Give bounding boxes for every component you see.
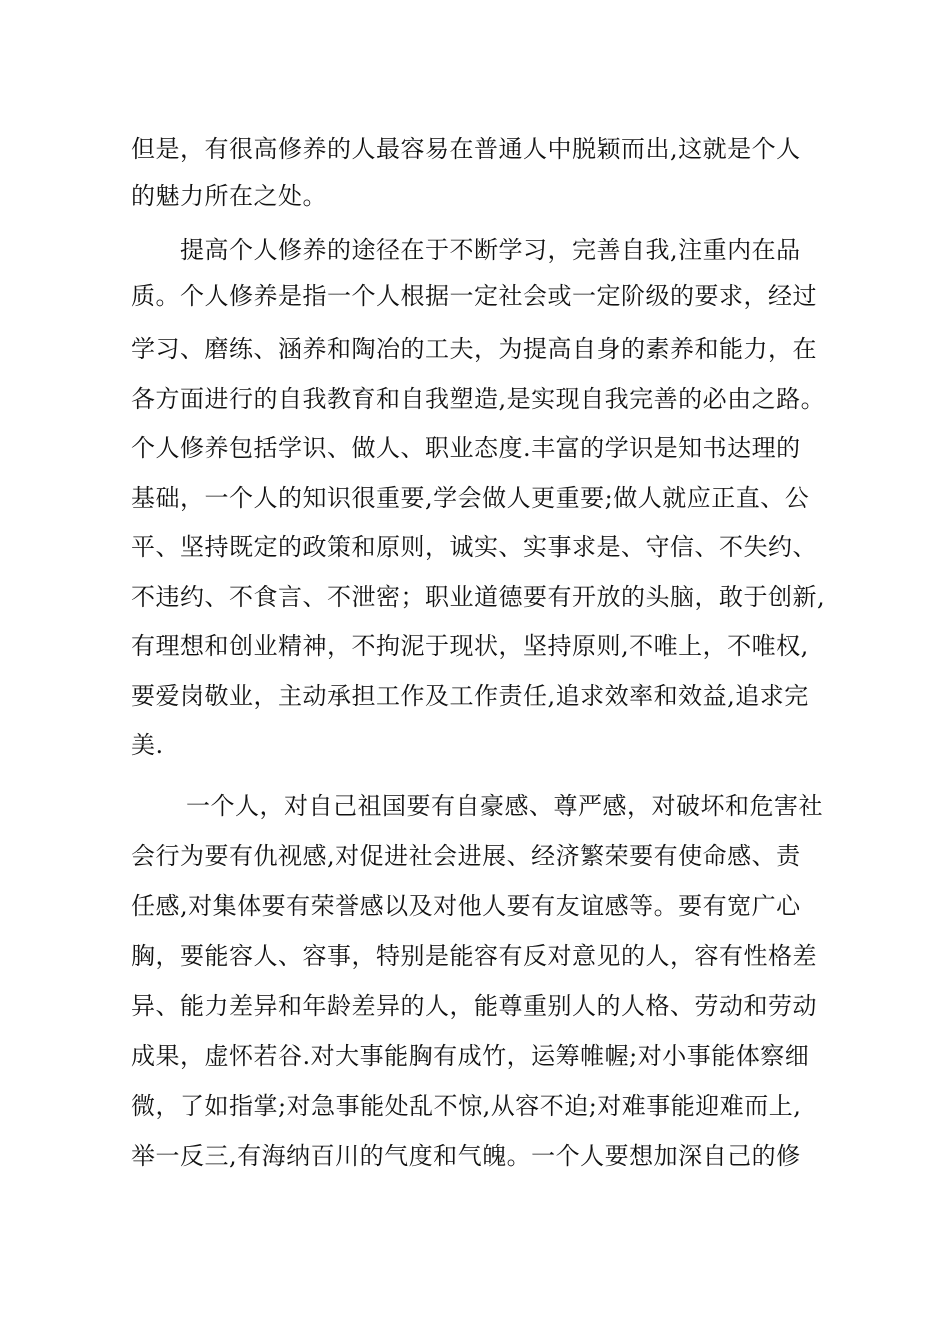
text-line: 各方面进行的自我教育和自我塑造,是实现自我完善的必由之路。	[131, 385, 826, 413]
text-line: 个人修养包括学识、做人、职业态度.丰富的学识是知书达理的	[131, 434, 801, 462]
text-line: 有理想和创业精神，不拘泥于现状，坚持原则,不唯上，不唯权,	[131, 632, 809, 660]
paragraph-first-line: 提高个人修养的途径在于不断学习，完善自我,注重内在品	[180, 236, 801, 264]
text-line: 平、坚持既定的政策和原则，诚实、实事求是、守信、不失约、	[131, 533, 817, 561]
text-line: 成果，虚怀若谷.对大事能胸有成竹，运筹帷幄;对小事能体察细	[131, 1042, 810, 1070]
text-line: 要爱岗敬业，主动承担工作及工作责任,追求效率和效益,追求完	[131, 682, 809, 710]
text-line: 举一反三,有海纳百川的气度和气魄。一个人要想加深自己的修	[131, 1142, 801, 1170]
text-line: 但是，有很高修养的人最容易在普通人中脱颖而出,这就是个人	[131, 135, 801, 163]
text-line: 质。个人修养是指一个人根据一定社会或一定阶级的要求，经过	[131, 282, 817, 310]
text-line: 微，了如指掌;对急事能处乱不惊,从容不迫;对难事能迎难而上,	[131, 1092, 802, 1120]
text-line: 学习、磨练、涵养和陶冶的工夫，为提高自身的素养和能力，在	[131, 335, 817, 363]
text-line: 胸，要能容人、容事，特别是能容有反对意见的人，容有性格差	[131, 942, 817, 970]
text-line: 的魅力所在之处。	[131, 182, 327, 210]
text-line: 美.	[131, 731, 164, 759]
paragraph-first-line: 一个人，对自己祖国要有自豪感、尊严感，对破坏和危害社	[186, 792, 823, 820]
text-line: 基础，一个人的知识很重要,学会做人更重要;做人就应正直、公	[131, 484, 810, 512]
text-line: 异、能力差异和年龄差异的人，能尊重别人的人格、劳动和劳动	[131, 992, 817, 1020]
text-line: 不违约、不食言、不泄密；职业道德要有开放的头脑，敢于创新,	[131, 583, 826, 611]
text-line: 任感,对集体要有荣誉感以及对他人要有友谊感等。要有宽广心	[131, 892, 801, 920]
text-line: 会行为要有仇视感,对促进社会进展、经济繁荣要有使命感、责	[131, 842, 801, 870]
